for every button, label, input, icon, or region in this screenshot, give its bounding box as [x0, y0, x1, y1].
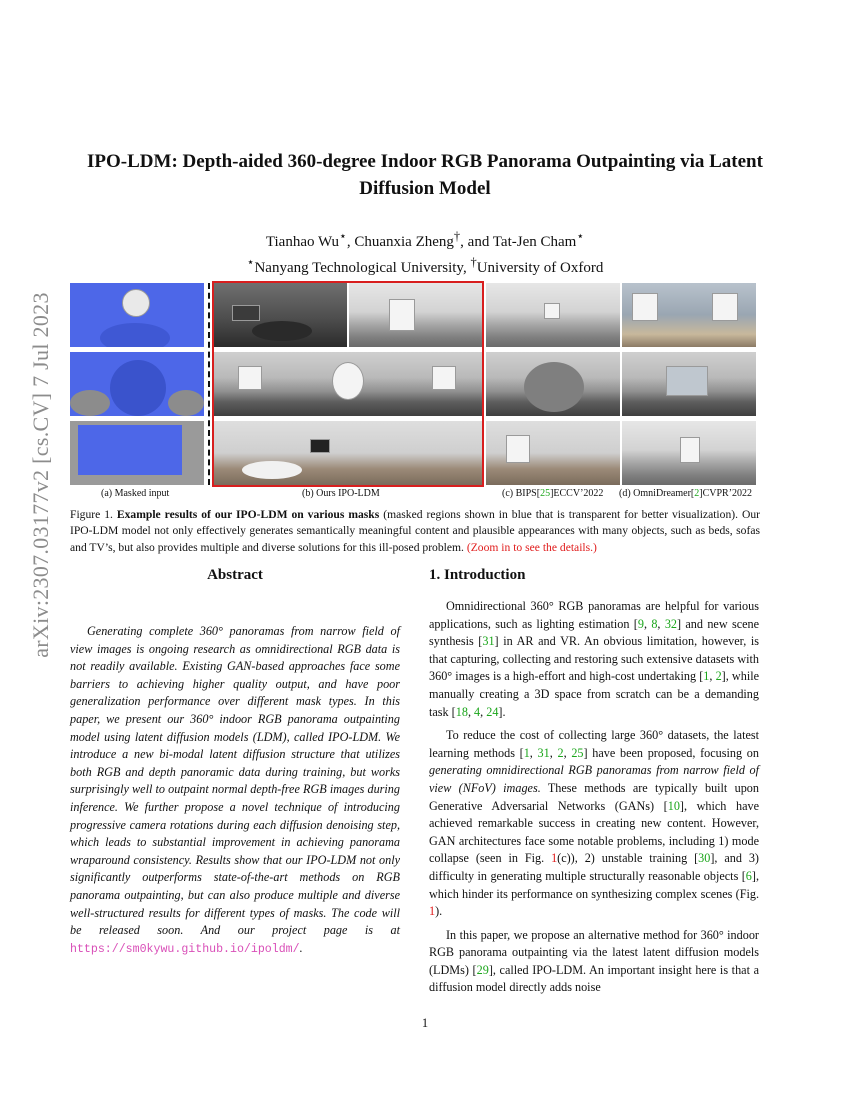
figure-label-b: (b) Ours IPO-LDM [302, 488, 380, 499]
arxiv-id: arXiv:2307.03177v2 [cs.CV] 7 Jul 2023 [28, 292, 53, 658]
masked-panorama [70, 352, 204, 416]
baseline-panorama [622, 352, 756, 416]
masked-panorama [70, 421, 204, 485]
baseline-panorama [486, 352, 620, 416]
caption-bold: Example results of our IPO-LDM on various masks [116, 508, 380, 521]
caption-label: Figure 1. [70, 508, 113, 521]
caption-text: (masked regions shown in blue that is transparent for better visualization). Our IPO-LDM model not only effectively generates semantically meaningful content and plausible appearances with many objects, such as beds, sofas and TV’s, but also provides multiple and diverse solutions for this ill-posed problem. [70, 508, 760, 554]
project-url-link[interactable]: https://sm0kywu.github.io/ipoldm/ [70, 942, 300, 956]
intro-paragraph: Omnidirectional 360° RGB panoramas are helpful for various applications, such as lighting estimation [9, 8, 32] and new scene synthesis [31] in AR and VR. An obvious limitation, however, is that capturing, collecting and restoring such extensive datasets with 360° images is a high-effort and high-cost undertaking [1, 2], while manually creating a 3D space from scratch can be a demanding task [18, 4, 24]. [429, 599, 760, 719]
author-name: Tat-Jen Cham [492, 234, 577, 250]
affiliation: Nanyang Technological University [254, 260, 463, 276]
baseline-panorama [486, 421, 620, 485]
baseline-panorama [622, 283, 756, 347]
figure-label-a: (a) Masked input [101, 488, 170, 499]
affiliation: University of Oxford [476, 260, 604, 276]
baseline-panorama [622, 421, 756, 485]
introduction-text [429, 598, 759, 1003]
intro-paragraph: To reduce the cost of collecting large 360° datasets, the latest learning methods [1, 31, 2, 25] have been proposed, focusing on generating omnidirectional RGB panoramas from narrow field of view (NFoV) images. These methods are typically built upon Generative Adversarial Networks (GANs) [10], which have achieved remarkable success in creating new content. However, GAN architectures face some notable problems, including 1) mode collapse (seen in Fig. 1(c)), 2) unstable training [30], and 3) difficulty in generating multiple structurally reasonable objects [6], which hinder its performance on synthesizing complex scenes (Fig. 1). [429, 728, 759, 919]
caption-zoom-note: (Zoom in to see the details.) [466, 540, 597, 554]
figure-label-d: (d) OmniDreamer[2]CVPR’2022 [619, 488, 753, 499]
bips-column [486, 283, 620, 485]
masked-panorama [70, 283, 204, 347]
intro-paragraph: In this paper, we propose an alternative method for 360° indoor RGB panorama outpainting via the latest latent diffusion models (LDMs) [29], called IPO-LDM. An important insight here is that a diffusion model directly adds noise [429, 927, 759, 995]
abstract-text: Generating complete 360° panoramas from narrow field of view images is ongoing research as omnidirectional RGB data is not readily available. Existing GAN-based approaches face some barriers to achieving higher quality output, and have poor generalization performance over different mask types. In this paper, we present our 360° indoor RGB panorama outpainting model using latent diffusion models (LDM), called IPO-LDM. We introduce a new bi-modal latent diffusion structure that utilizes both RGB and depth panoramic data during training, but works surprisingly well to outpaint normal depth-free RGB images during inference. We further propose a novel technique of introducing progressive camera rotations during each diffusion denoising step, which leads to substantial improvement in achieving panorama wraparound consistency. Results show that our IPO-LDM not only significantly outperforms state-of-the-art methods on RGB panorama outpainting, but can also produce multiple and diverse well-structured results for different types of masks. The code will be released soon. And our project page is at https://sm0kywu.github.io/ipoldm/. [70, 624, 400, 956]
masked-input-column [70, 283, 204, 485]
arxiv-stamp [26, 285, 56, 665]
page-number: 1 [421, 1016, 429, 1030]
introduction-heading: 1. Introduction [429, 567, 526, 583]
baseline-panorama [486, 283, 620, 347]
separator-dashed [208, 283, 210, 485]
author-block [60, 226, 790, 278]
omnidreamer-column [622, 283, 756, 485]
figure-label-c: (c) BIPS[25]ECCV’2022 [502, 488, 604, 499]
abstract-heading: Abstract [207, 567, 263, 583]
paper-title: IPO-LDM: Depth-aided 360-degree Indoor RGB Panorama Outpainting via Latent Diffusion Model [87, 151, 763, 199]
author-affiliations: ⋆Nanyang Technological University, †University of Oxford [246, 255, 604, 276]
author-name: Chuanxia Zheng [354, 234, 454, 250]
figure-1 [70, 283, 758, 485]
highlight-frame [212, 281, 484, 487]
author-names: Tianhao Wu⋆, Chuanxia Zheng†, and Tat-Jen Cham⋆ [265, 229, 585, 250]
author-name: Tianhao Wu [265, 234, 340, 250]
figure-caption [70, 507, 760, 556]
